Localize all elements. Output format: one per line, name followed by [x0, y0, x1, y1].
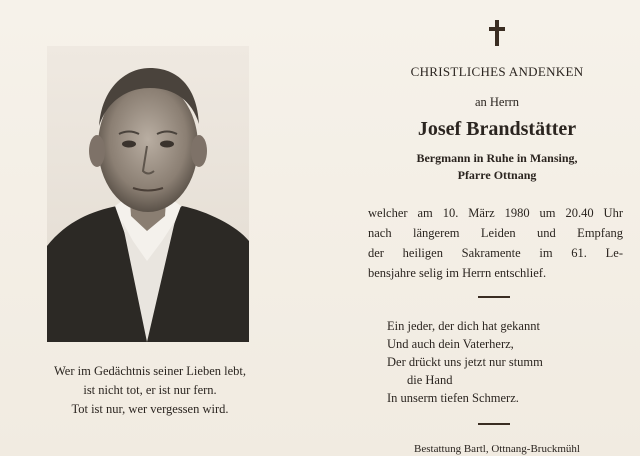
verse-line: Tot ist nur, wer vergessen wird.: [71, 402, 229, 416]
verse-line: ist nicht tot, er ist nur fern.: [83, 383, 217, 397]
death-notice: [368, 203, 623, 283]
cross-icon: [487, 20, 507, 46]
death-line: der heiligen Sakramente im 61. Le-: [368, 246, 623, 260]
poem: [387, 317, 617, 407]
occupation-line: Pfarre Ottnang: [457, 168, 537, 182]
portrait-photo: [47, 46, 249, 342]
memorial-verse: [18, 362, 282, 419]
poem-line: Ein jeder, der dich hat gekannt: [387, 319, 540, 333]
divider: [478, 296, 510, 298]
card-header: CHRISTLICHES ANDENKEN: [410, 64, 584, 79]
divider: [478, 423, 510, 425]
deceased-name: Josef Brandstätter: [417, 118, 577, 140]
poem-line: Und auch dein Vaterherz,: [387, 337, 514, 351]
honorific: an Herrn: [474, 95, 520, 109]
poem-line: In unserm tiefen Schmerz.: [387, 391, 519, 405]
funeral-home: Bestattung Bartl, Ottnang-Bruckmühl: [414, 443, 580, 455]
death-line: nach längerem Leiden und Empfang: [368, 226, 623, 240]
poem-line: Der drückt uns jetzt nur stumm: [387, 355, 543, 369]
occupation-line: Bergmann in Ruhe in Mansing,: [416, 151, 578, 165]
verse-line: Wer im Gedächtnis seiner Lieben lebt,: [54, 364, 246, 378]
death-line: welcher am 10. März 1980 um 20.40 Uhr: [368, 206, 623, 220]
death-line: bensjahre selig im Herrn entschlief.: [368, 266, 547, 280]
poem-line: die Hand: [407, 373, 453, 387]
portrait-image: [47, 46, 249, 342]
occupation: [368, 150, 626, 184]
